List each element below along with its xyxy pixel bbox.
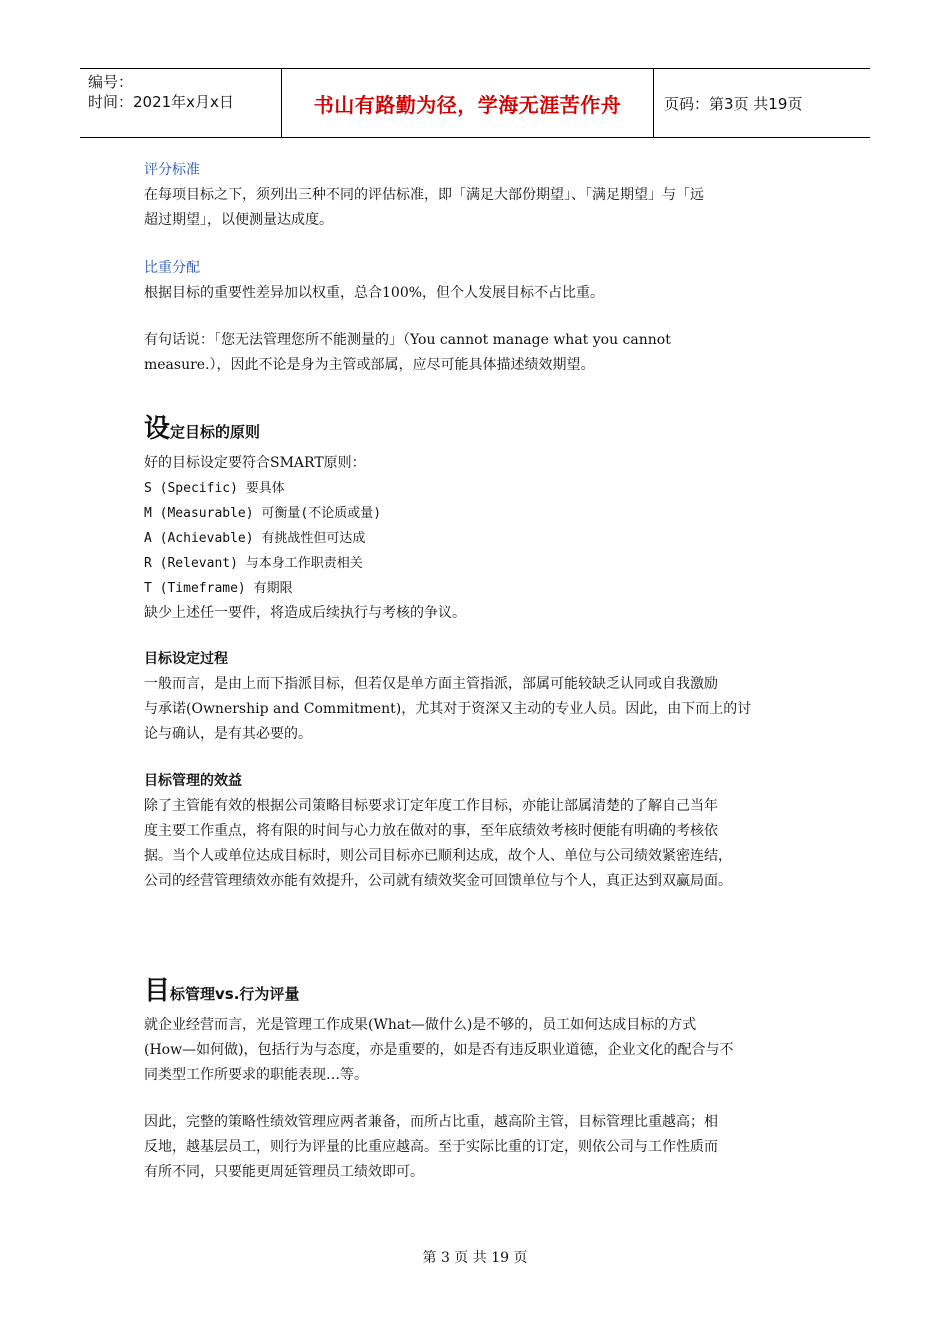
vs-p1-line-1: 就企业经营而言，光是管理工作成果(What—做什么)是不够的，员工如何达成目标的方式	[144, 1017, 697, 1033]
quote-line-1: 有句话说：「您无法管理您所不能测量的」（You cannot manage what you cannot	[144, 332, 671, 348]
vs-heading	[144, 970, 299, 1007]
vs-p1-line-3: 同类型工作所要求的职能表现…等。	[144, 1067, 368, 1083]
header-page-label: 页码：第3页 共19页	[664, 94, 803, 113]
benefit-line-1: 除了主管能有效的根据公司策略目标要求订定年度工作目标，亦能让部属清楚的了解自己当年	[144, 798, 718, 814]
header-number-label: 编号：	[88, 73, 134, 91]
vs-p2-line-2: 反地，越基层员工，则行为评量的比重应越高。至于实际比重的订定，则依公司与工作性质而	[144, 1139, 718, 1155]
page-header	[80, 68, 870, 138]
vs-paragraph-1	[144, 1013, 812, 1088]
process-line-3: 论与确认，是有其必要的。	[144, 726, 312, 742]
vs-p2-line-1: 因此，完整的策略性绩效管理应两者兼备，而所占比重，越高阶主管，目标管理比重越高；相	[144, 1114, 718, 1130]
benefit-line-3: 据。当个人或单位达成目标时，则公司目标亦已顺利达成，故个人、单位与公司绩效紧密连结，	[144, 848, 732, 864]
benefit-title: 目标管理的效益	[144, 773, 242, 789]
vs-heading-big-char: 目	[144, 976, 171, 1006]
principles-heading	[144, 408, 260, 445]
vs-p1-line-2: (How—如何做)，包括行为与态度，亦是重要的，如是否有违反职业道德，企业文化的配合与不	[144, 1042, 734, 1058]
header-meta-cell	[80, 69, 282, 137]
benefit-line-2: 度主要工作重点，将有限的时间与心力放在做对的事，至年底绩效考核时便能有明确的考核依	[144, 823, 718, 839]
weight-section	[144, 256, 812, 306]
smart-item-a: A (Achievable) 有挑战性但可达成	[144, 531, 366, 546]
vs-heading-rest: 标管理vs.行为评量	[170, 985, 300, 1003]
scoring-section	[144, 158, 812, 233]
process-section	[144, 647, 812, 747]
benefit-section	[144, 769, 812, 894]
smart-item-t: T (Timeframe) 有期限	[144, 581, 293, 596]
weight-line-1: 根据目标的重要性差异加以权重，总合100%，但个人发展目标不占比重。	[144, 285, 605, 301]
principles-intro: 好的目标设定要符合SMART原则：	[144, 455, 366, 471]
header-time-label: 时间：2021年x月x日	[88, 93, 234, 111]
smart-item-s: S (Specific) 要具体	[144, 481, 285, 496]
vs-paragraph-2	[144, 1110, 812, 1185]
quote-line-2: measure.），因此不论是身为主管或部属，应尽可能具体描述绩效期望。	[144, 357, 595, 373]
scoring-line-1: 在每项目标之下，须列出三种不同的评估标准，即「满足大部份期望」、「满足期望」与「远	[144, 187, 704, 203]
page-footer: 第 3 页 共 19 页	[422, 1250, 528, 1266]
benefit-line-4: 公司的经营管理绩效亦能有效提升，公司就有绩效奖金可回馈单位与个人，真正达到双赢局面。	[144, 873, 732, 889]
principles-heading-big-char: 设	[144, 414, 171, 444]
header-motto: 书山有路勤为径，学海无涯苦作舟	[282, 69, 654, 137]
smart-item-r: R (Relevant) 与本身工作职责相关	[144, 556, 363, 571]
process-title: 目标设定过程	[144, 651, 228, 667]
scoring-line-2: 超过期望」，以便测量达成度。	[144, 212, 333, 228]
smart-item-m: M (Measurable) 可衡量(不论质或量)	[144, 506, 382, 521]
scoring-title: 评分标准	[144, 162, 200, 178]
principles-heading-rest: 定目标的原则	[170, 423, 261, 441]
quote-section	[144, 328, 812, 378]
process-line-2: 与承诺(Ownership and Commitment)，尤其对于资深又主动的专业人员。因此，由下而上的讨	[144, 701, 752, 717]
process-line-1: 一般而言，是由上而下指派目标，但若仅是单方面主管指派，部属可能较缺乏认同或自我激励	[144, 676, 718, 692]
vs-p2-line-3: 有所不同，只要能更周延管理员工绩效即可。	[144, 1164, 424, 1180]
principles-body	[144, 451, 812, 626]
principles-outro: 缺少上述任一要件，将造成后续执行与考核的争议。	[144, 605, 466, 621]
weight-title: 比重分配	[144, 260, 200, 276]
